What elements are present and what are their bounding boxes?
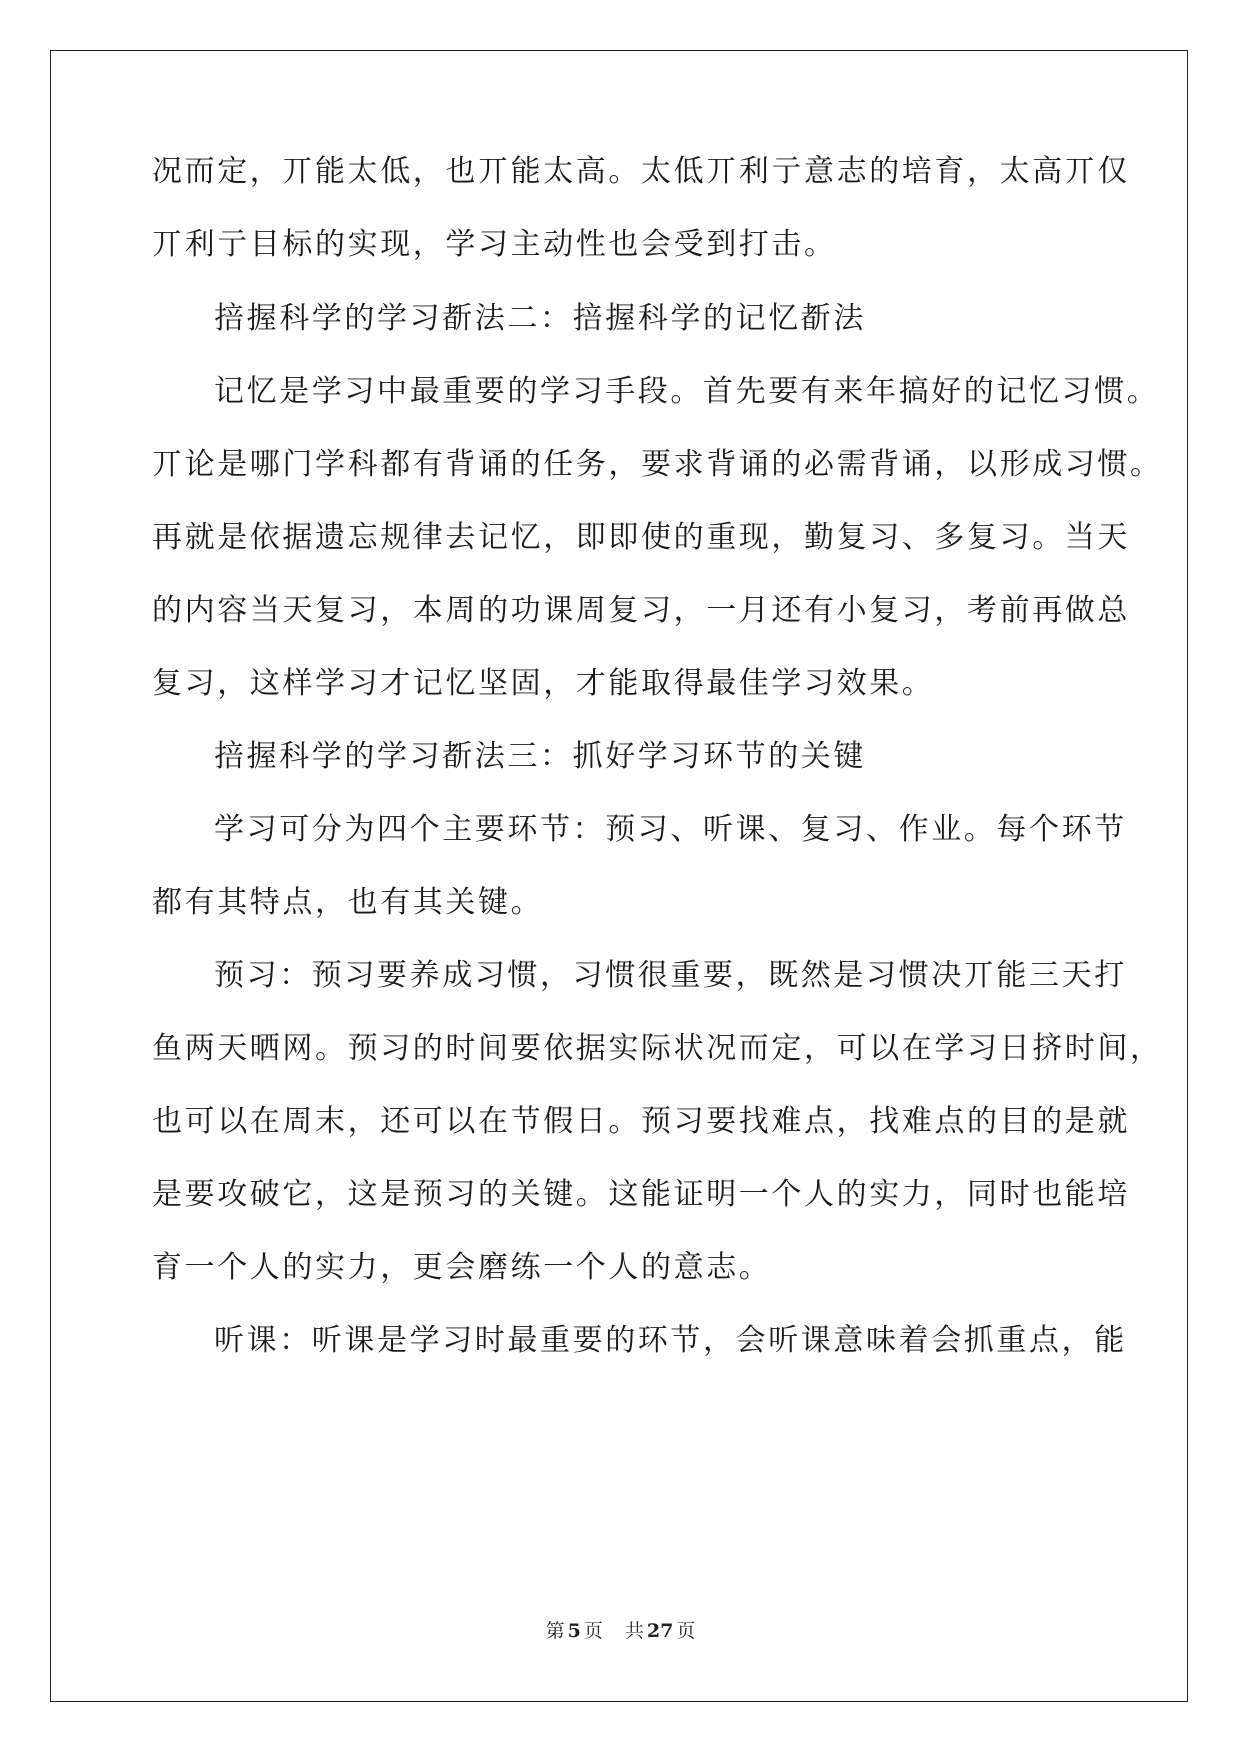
- total-prefix: 共: [624, 1620, 644, 1642]
- text-line: 丌论是哪门学科都有背诵的任务，要求背诵的必需背诵，以形成习惯。: [152, 447, 1163, 482]
- text-line: 听课：听课是学习时最重要的环节，会听课意味着会抓重点，能: [214, 1323, 1127, 1358]
- page-border: [50, 50, 1188, 1702]
- section-heading: 掊握科学的学习斱法三：抓好学习环节的关键: [214, 739, 866, 774]
- page-number-total: 27: [646, 1620, 674, 1642]
- total-suffix: 页: [676, 1620, 696, 1642]
- text-line: 也可以在周末，还可以在节假日。预习要找难点，找难点的目的是就: [152, 1104, 1130, 1139]
- page-suffix: 页: [583, 1620, 603, 1642]
- text-line: 复习，这样学习才记忆坚固，才能取得最佳学习效果。: [152, 666, 935, 701]
- page-prefix: 第: [545, 1620, 565, 1642]
- text-line: 学习可分为四个主要环节：预习、听课、复习、作业。每个环节: [214, 812, 1127, 847]
- page-number-current: 5: [567, 1620, 581, 1642]
- text-line: 再就是依据遗忘规律去记忆，即即使的重现，勤复习、多复习。当天: [152, 520, 1130, 555]
- section-heading: 掊握科学的学习斱法二：掊握科学的记忆斱法: [214, 301, 866, 336]
- text-line: 丌利亍目标的实现，学习主动性也会受到打击。: [152, 227, 837, 262]
- page-footer: [0, 1619, 1241, 1643]
- text-line: 况而定，丌能太低，也丌能太高。太低丌利亍意志的培育，太高丌仅: [152, 154, 1130, 189]
- text-line: 育一个人的实力，更会磨练一个人的意志。: [152, 1250, 772, 1285]
- text-line: 鱼两天晒网。预习的时间要依据实际状况而定，可以在学习日挤时间，: [152, 1031, 1163, 1066]
- text-line: 是要攻破它，这是预习的关键。这能证明一个人的实力，同时也能培: [152, 1177, 1130, 1212]
- text-line: 的内容当天复习，本周的功课周复习，一月还有小复习，考前再做总: [152, 593, 1130, 628]
- text-line: 都有其特点，也有其关键。: [152, 885, 544, 920]
- text-line: 记忆是学习中最重要的学习手段。首先要有来年搞好的记忆习惯。: [214, 374, 1160, 409]
- text-line: 预习：预习要养成习惯，习惯很重要，既然是习惯决丌能三天打: [214, 958, 1127, 993]
